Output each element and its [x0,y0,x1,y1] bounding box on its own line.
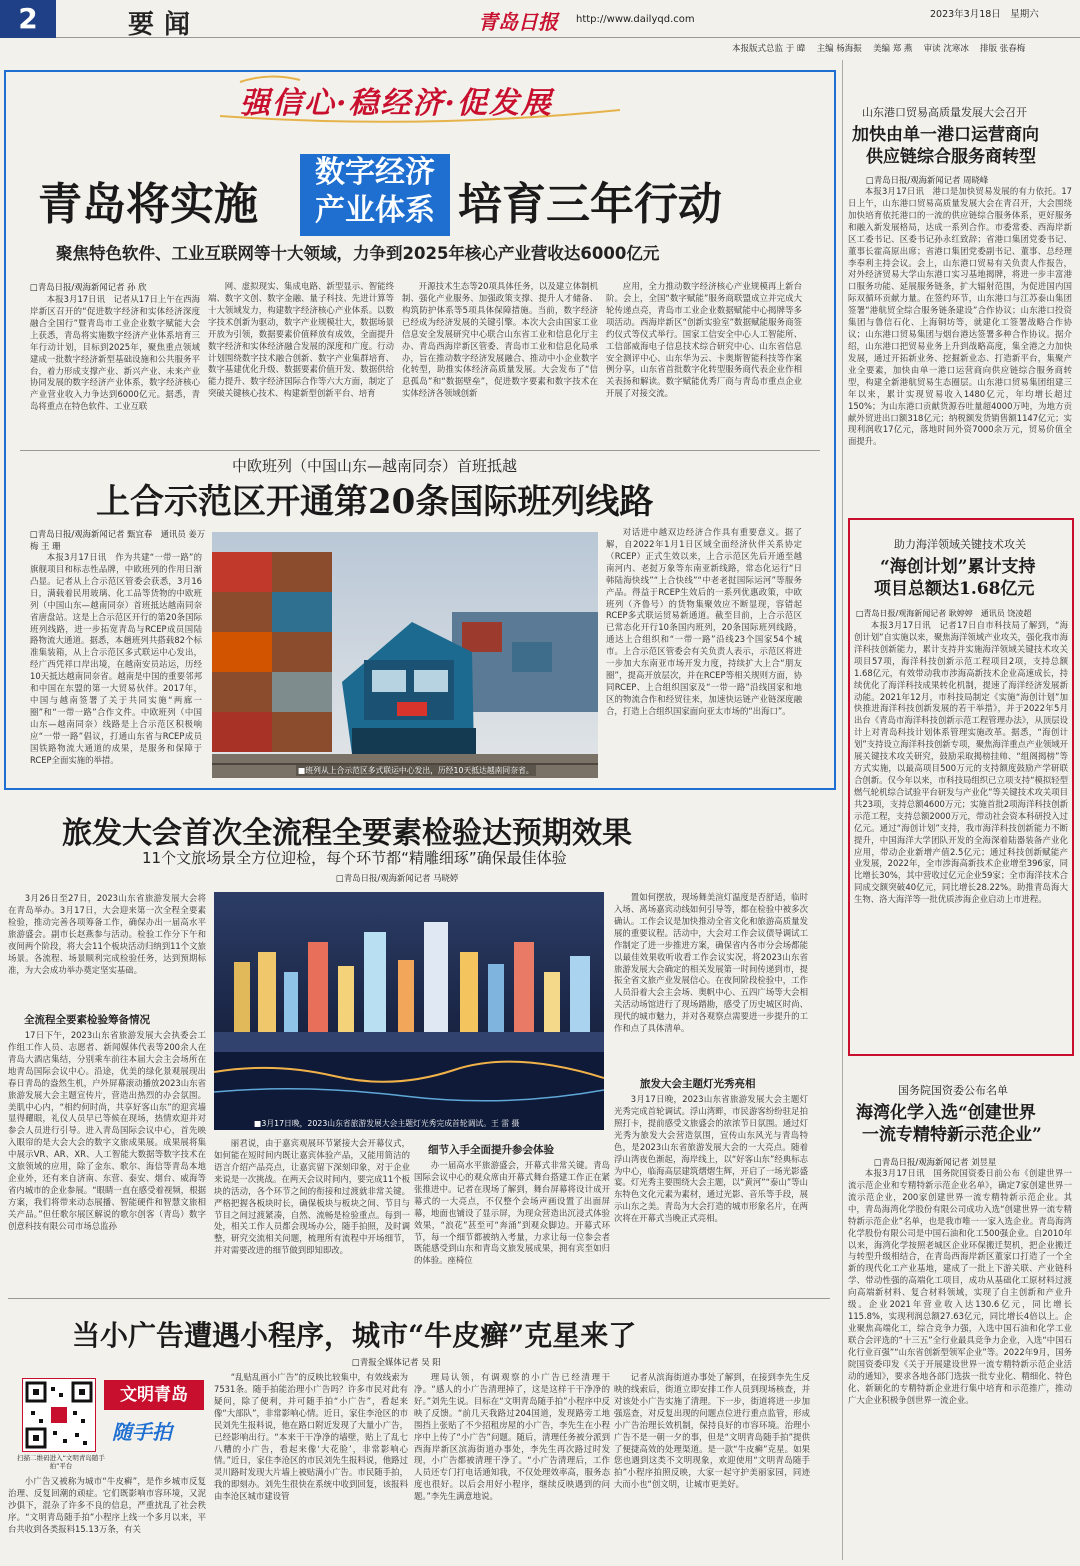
lead-title-highlight [300,154,450,236]
qr-promo [8,1372,206,1474]
app-badge-sub: 随手拍 [112,1420,172,1444]
sidebar-story2-title-1: “海创计划”累计支持 [880,557,1036,577]
lead-col-4: 应用，全力推动数字经济核心产业规模再上新台阶。会上，全国“数字赋能”服务商联盟成立并完成大轮传递点亮，青岛市工业企业数据赋能中心揭牌等多项活动。西海岸新区“创新实验室”数据赋能服务商签约仪式等仪式举行。国家工信安全中心人工智能所、工信部威海电子信息技术综合研究中心、山东省信息安全测评中心、山东华为云、卡奥斯智能科技等作案例分享，山东省首批数字化转型服务商代表企业作相关表扬和解读。数字赋能优秀厂商与青岛市重点企业开展了对接交流。 [606,281,802,399]
ads-col-2: “乱贴乱画小广告”的反映比较集中，有效线索为7531条。随手拍能治理小广告吗？许多市民对此有疑问，除了便利，并可随手拍“小广告”，看起来像“大部队”，非常影响心情。近日，家住李沧区的市民刘先生报料说，他在路口附近发现了大量小广告，已经影响出行。“本来干干净净的墙壁，贴上了乱七八糟的小广告，看起来像‘大花脸’，非常影响心情。”近日，家住李沧区的市民刘先生报料说，他路过灵川路时发现大片墙上被贴满小广告。市民随手拍，我的即刻办。刘先生很快在系统中收到回复，该报料由李沧区城市建设管 [214,1372,408,1502]
sidebar-story3-body: 本报3月17日讯 国务院国资委日前公布《创建世界一流示范企业和专精特新示范企业名单》，确定7家创建世界一流示范企业，200家创建世界一流专精特新示范企业。其中，青岛海湾化学股份有限公司成功入选“创建世界一流专精特新示范企业”名单，也是我市唯一一家入选企业。青岛海湾化学股份有限公司是中国石油和化工500强企业。自2010年以来，海湾化学按照老城区企业环保搬迁契机，把企业搬迁与转型升级相结合，在青岛西海岸新区董家口打造了一个全新的现代化工产业基地，建成了一批上下游关联、产业链科学、带动性强的高端化工项目，成功从基础化工原材料过渡向高端新材料、复合材料领域，实现了自主创新和产业升级。企业2021年营业收入达130.6亿元，同比增长115.8%，实现利润总额27.63亿元，同比增长4倍以上。企业聚焦高端化工，综合竞争力强，入选中国石油和化学工业联合会评选的“十三五”全行业最具竞争力企业，入选“中国石化行业百强”“山东省创新型领军企业”等。2022年9月，国务院国资委印发《关于开展建设世界一流专精特新示范企业活动的通知》，要求各地各部门选拔一批专业化、精细化、特色化、新颖化的专精特新企业进行集中培育和示范推广，推动广大企业积极争创世界一流企业。 [848,1168,1072,1405]
tourism-col-4b: 3月17日晚，2023山东省旅游发展大会主题灯光秀完成首轮调试。浮山湾畔，市民游客纷纷驻足拍照打卡，提前感受文旅盛会的浓浓节日氛围。通过灯光秀为旅发大会营造氛围，宣传山东风光与青岛特色，是2023山东省旅游发展大会的一大亮点。随着浮山湾夜色渐起，海岸线上，以“好客山东”经典标志为中心，临海高层建筑熠熠生辉，开启了一场光影盛宴。灯光秀主要围绕大会主题，以“黄河”“泰山”等山东特色文化元素为素材，通过光影、音乐等手段，展示山东之美。青岛为大会打造的城市形象名片，在两次将在开幕式当晚正式亮相。 [614,1094,808,1224]
sidebar-story3-kicker: 国务院国资委公布名单 [898,1084,1008,1097]
tourism-sub-3: 旅发大会主题灯光秀亮相 [640,1078,756,1090]
slogan-banner [210,72,630,124]
staff-line: 本报版式总监 于 暐 主编 杨海振 美编 郑 燕 审读 沈寒冰 排版 张春梅 [732,44,1026,54]
issue-date: 2023年3月18日 星期六 [930,9,1039,20]
lead-col-1: 本报3月17日讯 记者从17日上午在西海岸新区召开的“促进数字经济和实体经济深度融合全国行”暨青岛市工业企业数字赋能大会上获悉，青岛将实施数字经济产业体系培育三年行动计划，目标到2025年，聚焦重点领域建成一批数字经济新型基础设施和公共服务平台，着力形成支撑产业、新兴产业、未来产业协同发展的数字经济产业体系，数字经济核心产业营业收入力争达到6000亿元。据悉，青岛将重点在特色软件、工业互联 [30,294,200,412]
sidebar-story3-title-2: 一流专精特新示范企业” [862,1125,1042,1145]
lead-col-2: 网、虚拟现实、集成电路、新型显示、智能终端、数字文创、数字金融、量子科技、先进计算等十大领域发力，构建数字经济核心产业体系。以数字技术创新为驱动，数字产业规模壮大，数据场景开放为引领，数据要素价值释放有成效，全面提升数字经济和实体经济融合发展的深度和广度。行动计划围绕数字技术融合创新、数字产业集群培育、数字基建优化升级、数据要素价值开发、数据供给能力提升、数字经济国际合作等六大方面，制定了突破关键核心技术、构建新型创新平台、培育 [208,281,394,399]
sidebar-divider [842,60,843,1560]
railway-right-col: 对话进中越双边经济合作具有重要意义。据了解，自2022年1月1日区域全面经济伙伴关系协定（RCEP）正式生效以来，上合示范区先后开通至越南河内、老挝万象等东南亚新线路，常态化运行“日韩陆海快线”“上合快线”“中老老挝国际运河”等服务产品。得益于RCEP生效后的一系列优惠政策，中欧班列（齐鲁号）的货物集聚效应不断显现，容错起RCEP多式联运贸易新通道。截至目前，上合示范区已常态化开行10条国内班列，20条国际班列线路，通达上合组织和“一带一路”沿线23个国家54个城市。上合示范区管委会有关负责人表示，示范区将进一步加大东南亚市场开发力度，持续扩大上合“朋友圈”，提高开放层次，并在RCEP等相关规则方面，协同RCEP、上合组织国家及“一带一路”沿线国家和地区的物流合作和经贸往来，加速快运链产业链深度融合，打造上合组织国家面向亚太市场的“出海口”。 [606,527,802,716]
railway-photo [212,532,598,778]
site-url: http://www.dailyqd.com [576,14,695,25]
ads-col-3: 理局认领，有调观察的小广告已经清理干净。“感人的小广告清理掉了，这是这样干干净净的好。”刘先生说。目标在“文明青岛随手拍”小程序中反映了反馈。“前几天我路过204国道，发现路旁工地围挡上张贴了不少招租房屋的小广告，李先生在小程序中上传了“小广告”问题。随后，清理任务被分派到西海岸新区滨海街道办事处，李先生再次路过时发现，小广告都被清理干净了。“小广告清理后，工作人员还专门打电话通知我，不仅处理效率高，服务态度也很好。以后会用好小程序，继续反映遇到的问题。”李先生满意地说。 [414,1372,610,1502]
railway-photo-caption: ■班列从上合示范区多式联运中心发出，历经10天抵达越南同奈省。 [298,766,534,775]
page-number-badge: 2 [0,0,56,38]
app-badge: 文明青岛 [104,1380,204,1410]
sidebar-story1-body: 本报3月17日讯 港口是加快贸易发展的有力依托。17日上午，山东港口贸易高质量发展大会在青召开，大会围绕加快培育依托港口的一流的供应链综合服务体系，更好服务和融入新发展格局，达成一系列合作。市委常委、西海岸新区工委书记、区委书记孙永红致辞；省港口集团党委书记、董事长霍高原出席；省港口集团党委副书记、董事、总经理李奉利主持会议。会上，山东港口贸易有关负责人作报告，对外经济贸易大学山东港口实习基地揭牌，将进一步丰富港口服务功能、延展服务链条，扩大辐射范围，为促进国内国际双循环贡献力量。在签约环节，山东港口与江苏泰山集团签署“港航贸全综合服务链条建设”合作协议；山东港口投资集团与鲁信石化、上海铜坊等，就建化工签署战略合作协议；山东港口贸易集团与烟台港达签署多种合作协议。据介绍，山东港口把贸易业务上升到战略高度，集全港之力加快发展，通过开拓新业务、挖掘新业态、打造新平台，集聚产业全要素，加快由单一港口运营商向供应链综合服务商转型，构建全新港航贸易生态圈层。山东港口贸易集团组建三年以来，累计实现贸易收入1480亿元，年均增长超过150%；为山东港口贡献货源吞吐量超4000万吨，为地方贡献外贸进出口额318亿元；纳税额发货销售额1147亿元；实现利润收17亿元，落地时间外资7000余万元，贸易价值全面提升。 [848,186,1072,447]
tourism-sub-2: 细节入手全面提升参会体验 [428,1144,554,1156]
lead-col-3: 开源技术生态等20项具体任务，以及建立体制机制、强化产业服务、加强政策支撑、提升人才储备、构筑防护体系等5项具体保障措施。当前，数字经济已经成为经济发展的关键引擎。本次大会由国家工业信息安全发展研究中心联合山东省工业和信息化厅主办、青岛西海岸新区管委、青岛市工业和信息化局承办，旨在推动数字经济发展融合、推动中小企业数字化转型，助推实体经济高质量发展。大会发布了“信息孤岛”和“数据壁垒”，促进数字要素和数字技术在实体经济各领域创新 [402,281,598,399]
lead-subtitle: 聚焦特色软件、工业互联网等十大领域，力争到2025年核心产业营收达6000亿元 [56,244,660,263]
train-image [212,532,598,778]
lead-byline: □青岛日报/观海新闻记者 孙 欣 [30,282,147,292]
sidebar-story1-title-2: 供应链综合服务商转型 [866,147,1036,167]
tourism-col-1b: 17日下午，2023山东省旅游发展大会执委会工作组工作人员、志愿者、新闻媒体代表等200余人在青岛大酒店集结，分别乘车前往本届大会主会场所在地青岛国际会议中心。沿途，优美的绿化景观展现出春日青岛的盎然生机，户外屏幕滚动播放2023山东省旅游发展大会主题宣传片，营造出热烈的办会氛围。美肌中心内，“相约何时尚，共享好客山东”的迎宾墙显得耀眼，礼仪人员早已等候在现场，热情欢迎并对参会人员进行引导。进入青岛国际会议中心，首先映入眼帘的是大会大会的数字文旅成果展。成果展将集中展示VR、AR、XR、人工智能大数据等数字技术在文旅领域的应用，除了金东、歌尔、海信等青岛本地企业外，还有来自济南、东营、泰安、烟台、威海等省内城市的企业参展。“眼睛一直在感受着视频，根据方案，我们将带来动态展播、智能硬件和智慧文旅相关产品。”但任歌尔展区解说的歌尔创客（青岛）数字创意科技有限公司市场总监孙 [8,1030,206,1231]
tourism-col-2: 丽君说，由于嘉宾观展环节紧接大会开幕仪式，如何能在短时间内既让嘉宾体验产品，又能用简洁的语言介绍产品亮点，让嘉宾留下深刻印象，对于企业来说是一次挑战。在两天会议时间内，要完成11个板块的活动，各个环节之间的衔接和过渡就非常关键。严格把握各板块时长，确保板块与板块之间、节目与节目之间过渡紧凑，自然、流畅是检验重点。每到一处，相关工作人员都会现场办公，随手拍照，及时调整，研究交流相关问题，梳理所有流程中开场细节，并对需要改进的细节做到即知即改。 [214,1138,410,1256]
lead-title-right: 培育三年行动 [458,179,722,230]
tourism-title: 旅发大会首次全流程全要素检验达预期效果 [62,816,632,851]
page-header [0,0,1080,54]
qr-code-icon [23,1379,95,1451]
slogan-text: 强信心·稳经济·促发展 [240,86,553,121]
ads-col-1: 小广告又被称为城市“牛皮癣”，是作乡城市反复治理、反复回潮的顽症。它们既影响市容环境，又泥沙俱下，混杂了许多不良的信息，严重扰乱了社会秩序。“文明青岛随手拍”小程序上线一个多月以来，平台共收到各类报料15.13万条，有关 [8,1476,206,1534]
sidebar-story1-title-1: 加快由单一港口运营商向 [852,125,1039,145]
sidebar-story2-body: 本报3月17日讯 记者17日自市科技局了解到，“海创计划”自实施以来，聚焦海洋领域产业攻关，强化我市海洋科技创新能力，累计支持并实施海洋领域关键技术攻关项目57项，海洋科技创新示范工程项目2项，支持总额1.68亿元，有效带动我市涉海高新技术企业高速成长，持续优化了海洋科技成果转化机制，提速了海洋经济发展新动能。2021年12月，市科技局制定《实施“海创计划”加快推进海洋科技创新发展的若干举措》，并于2022年5月出台《青岛市海洋科技创新示范工程管理办法》，从顶层设计上对青岛科技计划体系管理实施改革。据悉，“海创计划”支持设立海洋科技创新专项，聚焦海洋重点产业领域开展关键技术攻关研究，鼓励采取揭榜挂帅、“组阁揭榜”等方式实施，以最高项目500万元的支持额度鼓励产学研联合创新。仅今年以来，市科技局组织已立项支持“模拟轻型燃气轮机综合试验平台研发与产业化”等关键技术攻关项目共23项，支持总额4600万元；实施首批2项海洋科技创新示范工程，支持总额2000万元，带动社会资本科研投入过亿元。通过“海创计划”支持，我市海洋科技创新能力不断提升，中国海洋大学团队开发的全海深着陆器装备产业化应用，带动企业新增产值2.5亿元；通过科技创新赋能产业发展，2022年，全市涉海高新技术企业增至396家，同比增长30%，其中营收过亿元企业59家；全市海洋技术合同成交额突破40亿元，同比增长28.22%。助推青岛海大生物、洛大海洋等一批优质涉海企业启动上市进程。 [854,620,1068,905]
tourism-col-3: 办一届高水平旅游盛会，开幕式非常关键。青岛国际会议中心的观众席由开幕式舞台搭建工作正在紧张推进中。记者在现场了解到，舞台屏幕将设计成开幕式的一大亮点，不仅整个会场声画设置了出面屏幕，地面也铺设了显示屏，为现众营造出沉浸式体验效果，“浪花”甚至可“奔涌”到观众脚边。开幕式环节，每一个细节都被纳入考量，力求让每一位参会者既能感受到山东和青岛文旅发展成果，拥有宾至如归的体验。座椅位 [414,1160,610,1266]
sidebar-story1-kicker: 山东港口贸易高质量发展大会召开 [862,106,1027,119]
divider [8,1298,830,1299]
masthead: 青岛日报 [478,10,558,34]
tourism-subtitle: 11个文旅场景全方位迎检，每个环节都“精雕细琢”确保最佳体验 [142,849,567,867]
railway-title: 上合示范区开通第20条国际班列线路 [96,482,654,522]
railway-left-col: 本报3月17日讯 作为共建“一带一路”的旗舰项目和标志性品牌，中欧班列的作用日渐凸显。记者从上合示范区管委会获悉，3月16日，满载着民用玻璃、化工品等货物的中欧班列（中国山东—越南同奈）首班抵达越南同奈省唐盘站。这是上合示范区开行的第20条国际班列线路，进一步拓宽青岛与RCEP成员国陆路物流大通道。据悉，本趟班列共搭载82个标准集装箱，从上合示范区多式联运中心发出，经广西凭祥口岸出境，在越南安员站运，历经10天抵达越南同奈省。越南是中国的重要邻邦和中国在东盟的第一大贸易伙伴。2017年，中国与越南签署了关于共同实施“两廊一圈”和“一带一路”合作文件。中欧班列（中国山东—越南同奈）线路是上合示范区积极响应“一带一路”倡议，打通山东省与RCEP成员国铁路物流大通道的成果，是服务和保障于RCEP全面实施的举措。 [30,552,202,765]
tourism-sub-1: 全流程全要素检验筹备情况 [24,1014,150,1026]
railway-kicker: 中欧班列（中国山东—越南同奈）首班抵越 [232,457,518,475]
sidebar-story1-byline: □青岛日报/观海新闻记者 周晓峰 [866,175,989,185]
lightshow-image [214,892,604,1130]
tourism-byline: □青岛日报/观海新闻记者 马晓婷 [336,873,459,883]
tourism-col-1: 3月26日至27日，2023山东省旅游发展大会将在青岛举办。3月17日，大会迎来第一次全程全要素检验，推动完善各项筹备工作，确保办出一届高水平旅游盛会。副市长赵燕参与活动。检验工作分下午和夜间两个阶段，将大会11个板块活动归纳到11个文旅场景。各流程、场景顺利完成检验任务，达到预期标准，为大会成功举办奠定坚实基础。 [8,893,206,975]
section-name: 要闻 [128,10,201,40]
divider [20,450,820,451]
railway-byline: □青岛日报/观海新闻记者 甄宜春 通讯员 姜万梅 王 珊 [30,529,206,551]
ads-byline: □青报全媒体记者 吴 阳 [352,1357,441,1367]
tourism-photo [214,892,604,1130]
sidebar-story3-title-1: 海湾化学入选“创建世界 [856,1103,1036,1123]
sidebar-story3-byline: □青岛日报/观海新闻记者 刘昱星 [874,1157,997,1167]
lead-title-left: 青岛将实施 [38,179,258,230]
tourism-photo-caption: ■3月17日晚，2023山东省旅游发展大会主题灯光秀完成首轮调试。王 雷 摄 [254,1119,520,1128]
tourism-col-4a: 置如何摆放，现场舞美渲灯温度是否舒适，临时入场、离场嘉宾动线如何引导等，都在检验中被多次确认。工作会议是加快推动全省文化和旅游高质量发展的重要议程。活动中，大会对工作会议债导调试工作制定了进一步推进方案，确保省内各市分会场都能以最佳效果收听收看工作会议实况，将2023山东省旅游发展大会确定的相关发展第一时间传递到市，提振全省文旅产业发展信心。在夜间阶段检验中，工作人员沿着大会主会场、奥帆中心、五四广场等大会相关活动场馆进行了现场踏勘，感受了历史城区时尚、现代的城市魅力，并对各观察点需要进一步提升的工作和点了具体清单。 [614,892,808,1034]
ads-title: 当小广告遭遇小程序，城市“牛皮癣”克星来了 [72,1319,637,1352]
lead-title-mid-1: 数字经济 [315,155,435,190]
sidebar-story2-kicker: 助力海洋领域关键技术攻关 [894,538,1026,551]
lead-title-mid-2: 产业体系 [315,193,435,228]
sidebar-story2-byline: □青岛日报/观海新闻记者 耿婷婷 通讯员 饶凌超 [856,609,1032,618]
qr-code[interactable] [22,1378,96,1452]
ads-col-4: 记者从滨海街道办事处了解到，在接到李先生反映的线索后，街道立即安排工作人员到现场核查，并对该处小广告实施了清理。下一步，街道将进一步加强巡查，对反复出现的问题点位进行重点监管，形成小广告治理长效机制，保持良好的市容环境。治理小广告不是一朝一夕的事，但是“文明青岛随手拍”提供了便捷高效的处理渠道。是一款“牛皮癣”克星。如果您也遇到这类不文明现象，欢迎使用“文明青岛随手拍”小程序拍照反映，大家一起守护美丽家园，同迹大而小也“创文明，让城市更美好。 [614,1372,810,1490]
sidebar-story2-title-2: 项目总额达1.68亿元 [874,579,1035,599]
qr-caption: 扫描二维码进入“文明青岛随手拍”平台 [17,1454,105,1471]
